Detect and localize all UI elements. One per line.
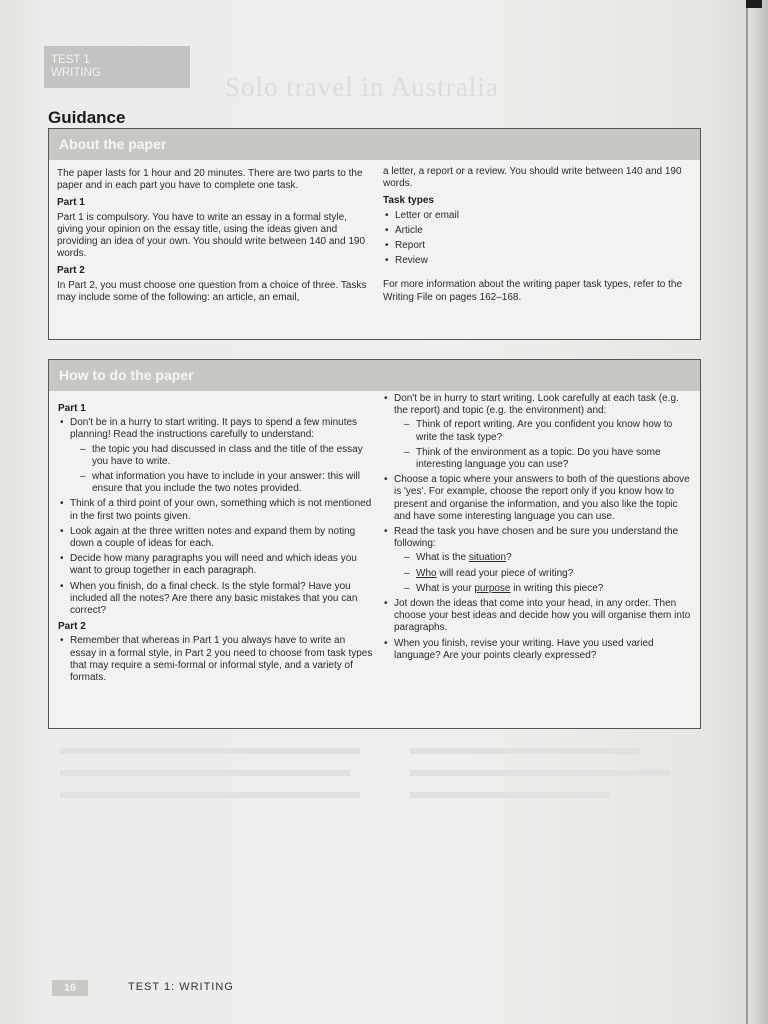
- page-title: Guidance: [48, 108, 126, 127]
- how-to-box: [48, 359, 701, 729]
- corner-mark: [746, 0, 762, 8]
- list-item-text: Don't be in a hurry to start writing. It pays to spend a few minutes planning! Read the instructions carefully to understand:: [70, 417, 358, 441]
- about-part1-text: Part 1 is compulsory. You have to write an essay in a formal style, giving your opinion on the essay title, using the ideas given and providing an idea of your own. You should write between 140 and 190 words.: [57, 211, 366, 260]
- page-binding: [746, 0, 768, 1024]
- binding-line: [746, 0, 748, 1024]
- about-right-text: a letter, a report or a review. You should write between 140 and 190 words.: [383, 166, 682, 190]
- show-through-line: [60, 748, 360, 754]
- list-item: • Think of a third point of your own, something which is not mentioned in the first two points given.: [58, 498, 373, 522]
- sub-item: – What is the situation?: [394, 552, 692, 564]
- about-paper-heading: About the paper: [49, 129, 700, 160]
- about-part2-heading: Part 2: [57, 265, 85, 277]
- list-item: • When you finish, do a final check. Is the style formal? Have you included all the notes? Are there any basic mistakes that you can correct?: [58, 581, 373, 618]
- show-through-line: [60, 770, 350, 776]
- how-to-left-column: [58, 399, 373, 687]
- sub-item: – What is your purpose in writing this piece?: [394, 583, 692, 595]
- task-type-item: • Letter or email: [383, 210, 683, 222]
- about-intro: The paper lasts for 1 hour and 20 minutes. There are two parts to the paper and in each part you have to complete one task.: [57, 168, 363, 192]
- about-paper-box: [48, 128, 701, 340]
- how-to-heading: How to do the paper: [49, 360, 700, 391]
- sub-item: – the topic you had discussed in class and the title of the essay you have to write.: [70, 444, 373, 468]
- list-item-text: Don't be in hurry to start writing. Look carefully at each task (e.g. the report) and topic (e.g. the environment) and:: [394, 393, 679, 417]
- underlined-word: Who: [416, 567, 437, 579]
- test-label-tab: [44, 46, 190, 88]
- more-info-text: For more information about the writing paper task types, refer to the Writing File on pages 162–168.: [383, 279, 683, 303]
- about-part2-text: In Part 2, you must choose one question from a choice of three. Tasks may include some of the following: an article, an email,: [57, 279, 367, 303]
- show-through-line: [60, 792, 360, 798]
- task-type-item: • Report: [383, 240, 683, 252]
- show-through-line: [410, 792, 610, 798]
- sub-item: – Think of report writing. Are you confident you know how to write the task type?: [394, 419, 692, 443]
- how-to-part2-heading: Part 2: [58, 621, 86, 633]
- task-types-heading: Task types: [383, 195, 434, 207]
- list-item: [382, 526, 692, 595]
- sub-item: – what information you have to include in your answer: this will ensure that you include the two notes provided.: [70, 471, 373, 495]
- show-through-line: [410, 748, 640, 754]
- show-through-title: Solo travel in Australia: [225, 72, 499, 102]
- footer-label: TEST 1: WRITING: [128, 981, 234, 993]
- about-right-column: [383, 166, 683, 309]
- sub-item: – Who will read your piece of writing?: [394, 568, 692, 580]
- show-through-line: [410, 770, 670, 776]
- list-item: • Look again at the three written notes and expand them by noting down a couple of ideas for each.: [58, 526, 373, 550]
- about-left-column: [57, 168, 367, 309]
- how-to-right-column: [382, 393, 692, 665]
- about-part1-heading: Part 1: [57, 197, 85, 209]
- underlined-word: purpose: [474, 582, 511, 594]
- list-item: • Decide how many paragraphs you will need and which ideas you want to group together in each paragraph.: [58, 553, 373, 577]
- list-item: • When you finish, revise your writing. Have you used varied language? Are your points clearly expressed?: [382, 638, 692, 662]
- list-item: • Jot down the ideas that come into your head, in any order. Then choose your best ideas and decide how you will organise them into paragraphs.: [382, 598, 692, 635]
- sub-item: – Think of the environment as a topic. Do you have some interesting language you can use?: [394, 447, 692, 471]
- task-type-item: • Article: [383, 225, 683, 237]
- task-type-item: • Review: [383, 255, 683, 267]
- how-to-part1-heading: Part 1: [58, 403, 86, 414]
- list-item: • Choose a topic where your answers to both of the questions above is 'yes'. For example, choose the report only if you know how to present and organise the information, and you also like the topic and have some interesting language you can use.: [382, 474, 692, 523]
- list-item: • Remember that whereas in Part 1 you always have to write an essay in a formal style, in Part 2 you need to choose from task types that may require a semi-formal or informal style, and a variety of formats.: [58, 635, 373, 684]
- test-label: TEST 1: [51, 54, 90, 66]
- list-item: [382, 393, 692, 471]
- list-item-text: Read the task you have chosen and be sure you understand the following:: [394, 526, 679, 550]
- underlined-word: situation: [468, 552, 507, 564]
- section-label: WRITING: [51, 67, 101, 79]
- list-item: [58, 417, 373, 495]
- page-number: 16: [52, 980, 88, 996]
